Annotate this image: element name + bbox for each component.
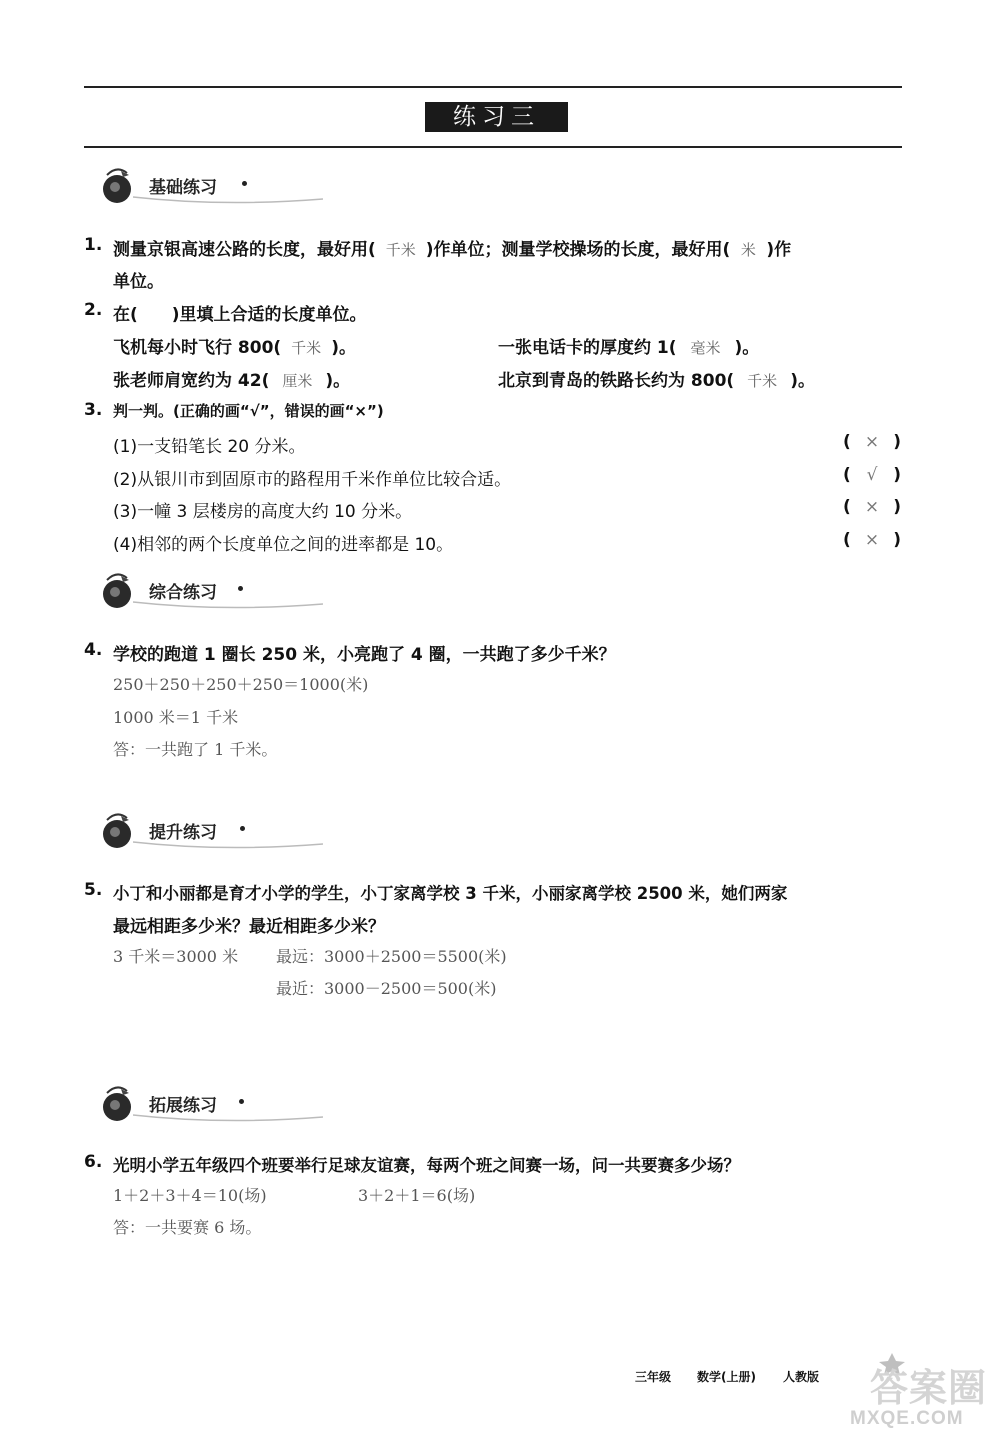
question-number: 5. <box>84 880 103 900</box>
section-label: 拓展练习 <box>149 1096 217 1116</box>
watermark-url: MXQE.COM <box>850 1408 964 1429</box>
judge-item: (4)相邻的两个长度单位之间的进率都是 10。 <box>113 535 454 555</box>
section-dot <box>239 1099 244 1104</box>
question-2-item: 张老师肩宽约为 42( 厘米 )。 <box>113 371 351 391</box>
answer-mark: √ <box>866 465 878 485</box>
handwritten-work: 3 千米＝3000 米 <box>113 947 239 966</box>
answer: 毫米 <box>690 339 721 357</box>
answer-mark: × <box>864 497 880 517</box>
section-advanced <box>93 810 333 850</box>
handwritten-answer: 答：一共要赛 6 场。 <box>113 1218 262 1237</box>
swoosh-decoration <box>133 195 323 205</box>
swoosh-decoration <box>133 840 323 850</box>
question-6-stem: 光明小学五年级四个班要举行足球友谊赛，每两个班之间赛一场，问一共要赛多少场？ <box>113 1156 740 1175</box>
swoosh-decoration <box>133 1113 323 1123</box>
section-basic <box>93 165 333 205</box>
page-title: 练习三 <box>425 102 568 132</box>
question-3-stem: 判一判。(正确的画“√”，错误的画“×”) <box>113 402 384 420</box>
answer: 米 <box>740 241 756 259</box>
watermark-text: 答案圈 <box>870 1366 988 1410</box>
question-5-line-1: 小丁和小丽都是育才小学的学生，小丁家离学校 3 千米，小丽家离学校 2500 米，她们两家 <box>113 884 788 903</box>
question-number: 2. <box>84 300 103 320</box>
judge-answer: ( × ) <box>843 432 901 452</box>
title-rule <box>84 146 902 148</box>
answer: 千米 <box>291 339 322 357</box>
section-dot <box>242 181 247 186</box>
section-extension <box>93 1083 333 1123</box>
handwritten-work: 250＋250＋250＋250＝1000(米) <box>113 675 369 694</box>
handwritten-work: 最近：3000－2500＝500(米) <box>276 979 497 998</box>
handwritten-work: 1000 米＝1 千米 <box>113 708 239 727</box>
judge-answer: ( × ) <box>843 497 901 517</box>
question-number: 1. <box>84 235 103 255</box>
judge-answer: ( × ) <box>843 530 901 550</box>
question-number: 3. <box>84 400 103 420</box>
section-dot <box>240 826 245 831</box>
question-2-item: 北京到青岛的铁路长约为 800( 千米 )。 <box>498 371 815 391</box>
answer: 千米 <box>747 372 778 390</box>
question-5-line-2: 最远相距多少米？最近相距多少米？ <box>113 917 385 937</box>
judge-item: (2)从银川市到固原市的路程用千米作单位比较合适。 <box>113 470 512 490</box>
question-2-item: 一张电话卡的厚度约 1( 毫米 )。 <box>498 338 760 358</box>
footer-edition: 人教版 <box>783 1370 820 1384</box>
question-number: 4. <box>84 640 103 660</box>
judge-item: (3)一幢 3 层楼房的高度大约 10 分米。 <box>113 502 413 522</box>
handwritten-work: 最远：3000＋2500＝5500(米) <box>276 947 507 966</box>
handwritten-work: 3＋2＋1＝6(场) <box>358 1186 476 1205</box>
footer-subject: 数学(上册) <box>697 1370 756 1384</box>
question-2-item: 飞机每小时飞行 800( 千米 )。 <box>113 338 356 358</box>
judge-answer: ( √ ) <box>843 465 901 485</box>
top-rule <box>84 86 902 88</box>
answer-mark: × <box>864 432 880 452</box>
swoosh-decoration <box>133 600 323 610</box>
section-label: 基础练习 <box>149 178 217 198</box>
answer-mark: × <box>864 530 880 550</box>
handwritten-answer: 答：一共跑了 1 千米。 <box>113 740 278 759</box>
question-4-stem: 学校的跑道 1 圈长 250 米，小亮跑了 4 圈，一共跑了多少千米？ <box>113 645 616 665</box>
judge-item: (1)一支铅笔长 20 分米。 <box>113 437 306 457</box>
section-comprehensive <box>93 570 333 610</box>
answer: 千米 <box>385 241 416 259</box>
section-dot <box>238 586 243 591</box>
footer-grade: 三年级 <box>635 1370 672 1384</box>
section-label: 提升练习 <box>149 823 217 843</box>
section-label: 综合练习 <box>149 583 217 603</box>
answer: 厘米 <box>282 372 313 390</box>
question-1-line-2: 单位。 <box>113 272 164 292</box>
question-2-stem: 在( )里填上合适的长度单位。 <box>113 305 367 325</box>
watermark <box>832 1352 1000 1429</box>
question-1-line-1: 测量京银高速公路的长度，最好用( 千米 )作单位；测量学校操场的长度，最好用( 米 )作 <box>113 240 792 260</box>
question-number: 6. <box>84 1152 103 1172</box>
handwritten-work: 1＋2＋3＋4＝10(场) <box>113 1186 267 1205</box>
